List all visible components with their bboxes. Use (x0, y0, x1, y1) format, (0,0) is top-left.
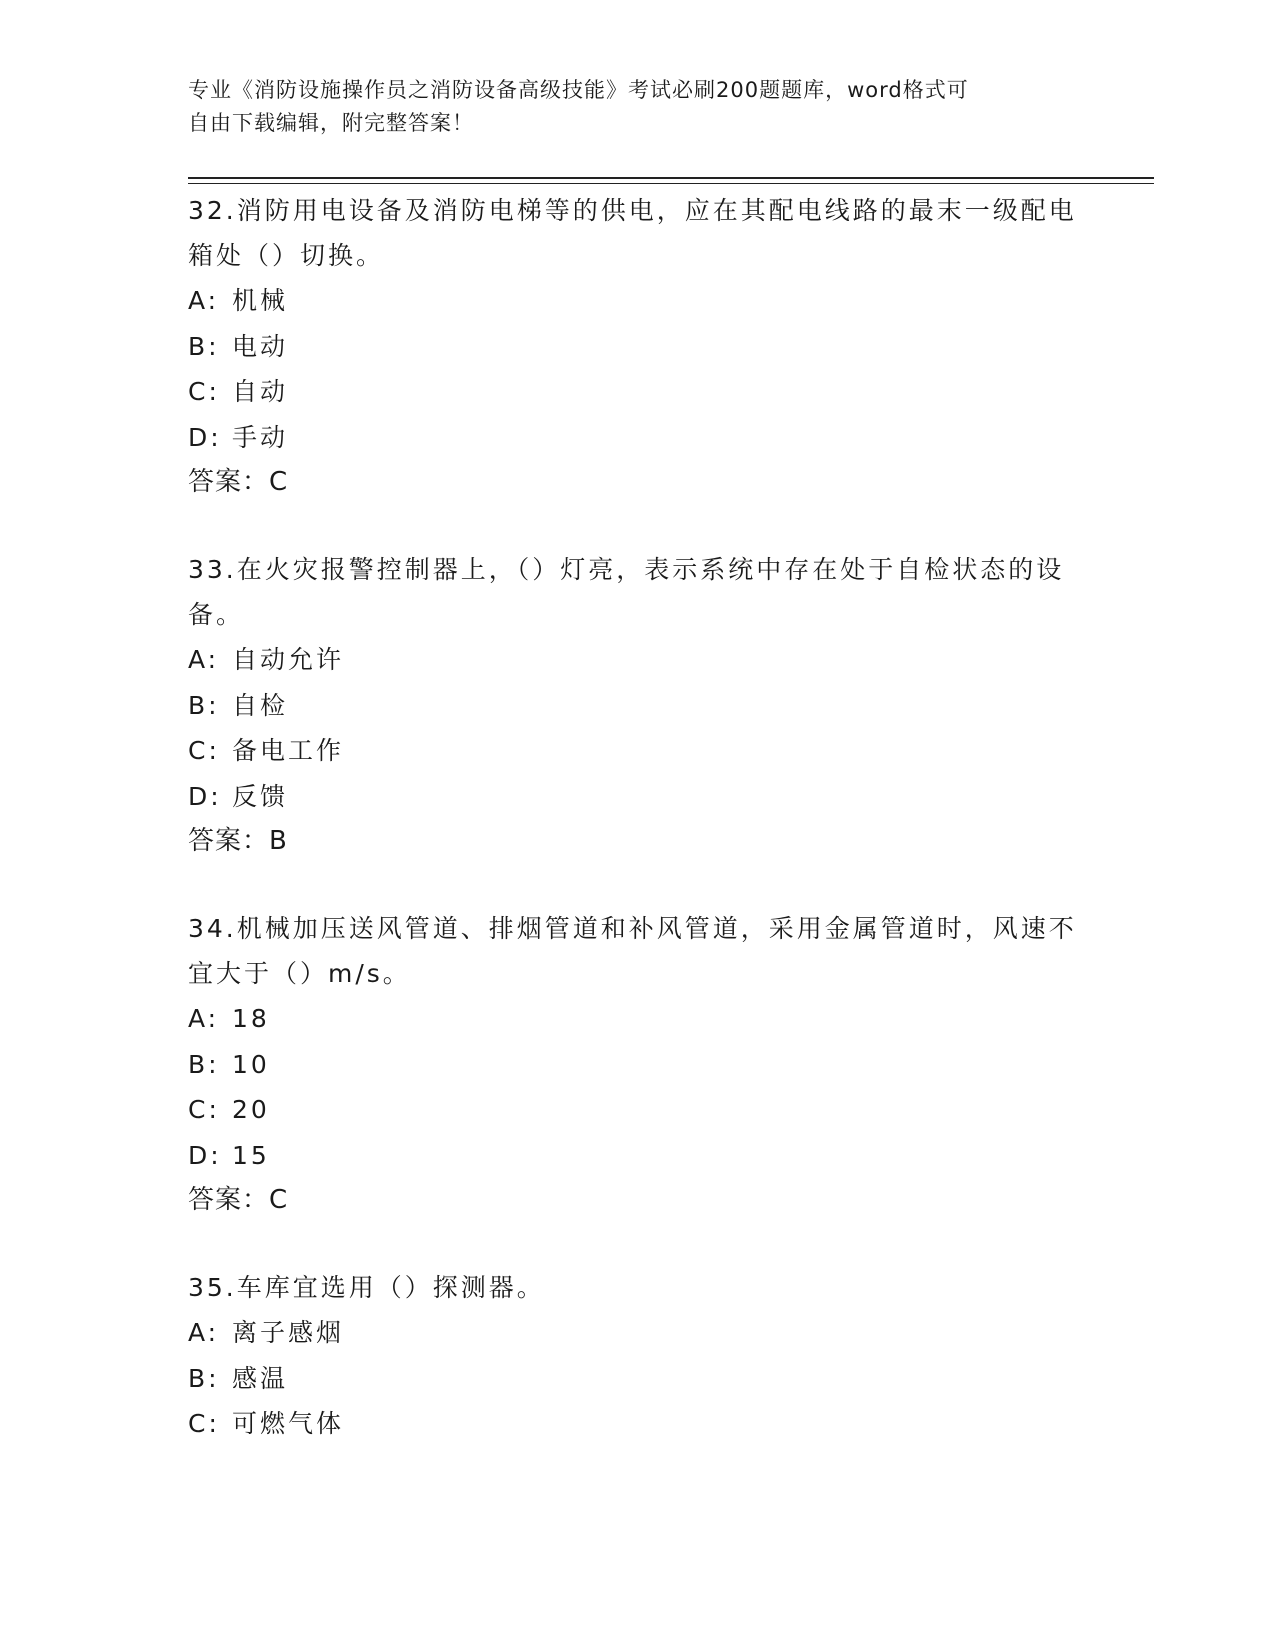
header-divider-thin (188, 183, 1154, 184)
option-letter: A: (188, 1318, 220, 1347)
option-c (188, 728, 1088, 774)
document-header (188, 74, 1088, 140)
option-text: 自动允许 (232, 645, 345, 674)
option-a (188, 637, 1088, 683)
option-text: 20 (232, 1095, 270, 1124)
option-letter: D: (188, 1140, 222, 1170)
question-stem: 33.在火灾报警控制器上，（）灯亮，表示系统中存在处于自检状态的设备。 (188, 555, 1065, 629)
option-c (188, 1401, 1088, 1447)
option-letter: A: (188, 1004, 220, 1033)
option-text: 机械 (232, 286, 289, 315)
option-letter: C: (188, 377, 220, 406)
question-list (188, 188, 1088, 1489)
option-d (188, 415, 1088, 461)
option-text: 15 (232, 1140, 270, 1170)
question-32 (188, 188, 1088, 505)
option-letter: D: (188, 781, 222, 811)
question-stem: 34.机械加压送风管道、排烟管道和补风管道，采用金属管道时，风速不宜大于（）m/s。 (188, 914, 1077, 988)
option-b (188, 1042, 1088, 1088)
option-a (188, 278, 1088, 324)
answer-line: 答案：C (188, 1185, 289, 1215)
option-a (188, 996, 1088, 1042)
option-text: 18 (232, 1004, 270, 1033)
option-text: 可燃气体 (232, 1409, 345, 1438)
option-text: 自动 (232, 377, 289, 406)
option-text: 反馈 (232, 781, 289, 811)
option-text: 备电工作 (232, 736, 345, 765)
option-letter: C: (188, 1409, 220, 1438)
option-b (188, 324, 1088, 370)
option-letter: A: (188, 645, 220, 674)
option-text: 10 (232, 1049, 270, 1079)
option-letter: B: (188, 1049, 220, 1079)
option-d (188, 774, 1088, 820)
option-letter: B: (188, 1363, 220, 1393)
answer-line: 答案：B (188, 826, 288, 856)
question-stem: 35.车库宜选用（）探测器。 (188, 1273, 545, 1302)
header-line-2: 自由下载编辑，附完整答案！ (188, 111, 474, 135)
option-letter: A: (188, 286, 220, 315)
option-text: 手动 (232, 422, 289, 452)
option-letter: B: (188, 331, 220, 361)
option-text: 电动 (232, 331, 289, 361)
option-letter: D: (188, 422, 222, 452)
option-text: 离子感烟 (232, 1318, 345, 1347)
option-d (188, 1133, 1088, 1179)
question-33 (188, 547, 1088, 864)
option-letter: C: (188, 736, 220, 765)
option-text: 自检 (232, 690, 289, 720)
option-text: 感温 (232, 1363, 289, 1393)
option-a (188, 1310, 1088, 1356)
question-34 (188, 906, 1088, 1223)
question-35 (188, 1265, 1088, 1447)
answer-line: 答案：C (188, 467, 289, 497)
question-stem: 32.消防用电设备及消防电梯等的供电，应在其配电线路的最末一级配电箱处（）切换。 (188, 196, 1077, 270)
option-letter: C: (188, 1095, 220, 1124)
option-c (188, 1087, 1088, 1133)
header-divider-thick (188, 177, 1154, 179)
header-line-1: 专业《消防设施操作员之消防设备高级技能》考试必刷200题题库，word格式可 (188, 78, 969, 102)
option-letter: B: (188, 690, 220, 720)
option-c (188, 369, 1088, 415)
option-b (188, 1356, 1088, 1402)
option-b (188, 683, 1088, 729)
